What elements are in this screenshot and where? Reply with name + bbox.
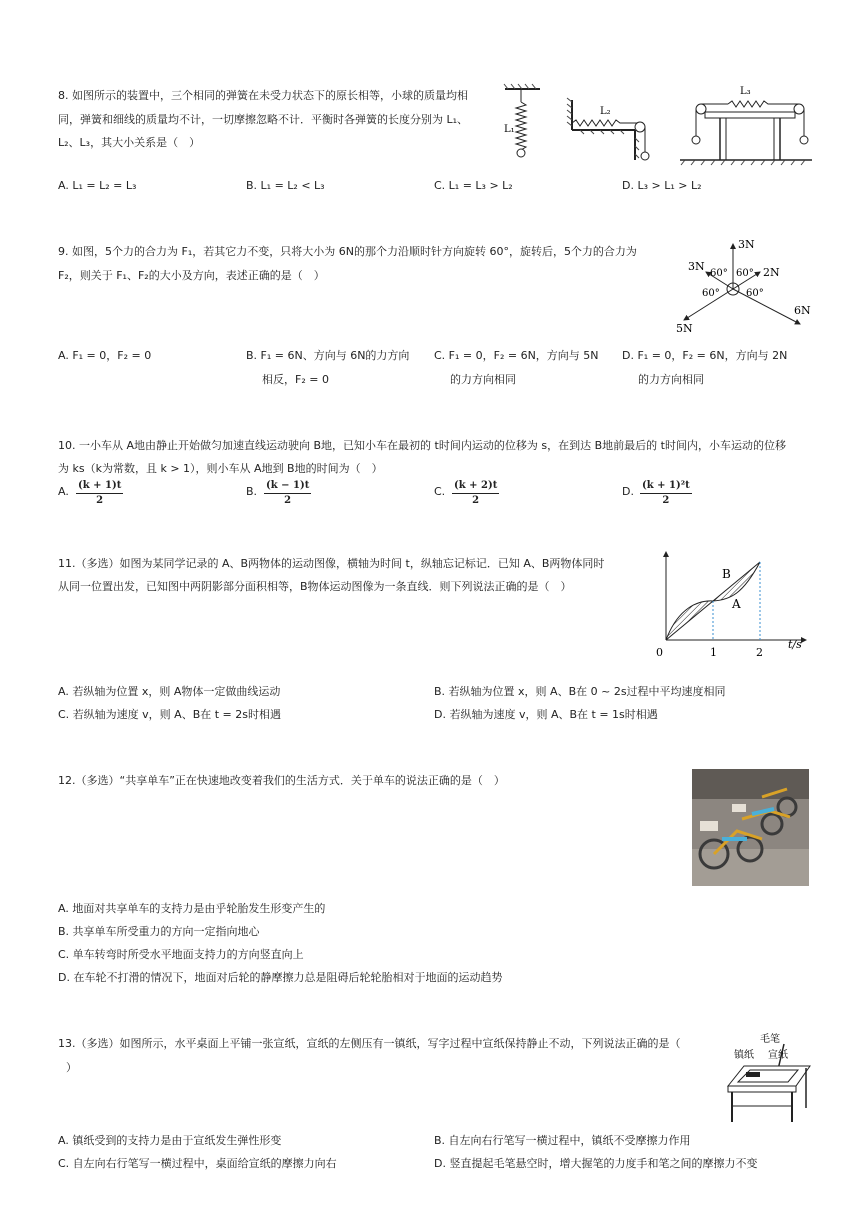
q11-text-line-2: 从同一位置出发，已知图中两阴影部分面积相等，B物体运动图像为一条直线．则下列说法正确的是（ ） bbox=[58, 580, 572, 593]
q13-option-b[interactable]: B. 自左向右行笔写一横过程中，镇纸不受摩擦力作用 bbox=[434, 1134, 691, 1147]
q11-tick-2: 2 bbox=[756, 646, 763, 659]
q11-motion-graph bbox=[648, 548, 808, 662]
q9-angle-1: 60° bbox=[710, 268, 728, 279]
q9-force-diagram bbox=[668, 232, 818, 336]
q10-option-d-denominator: 2 bbox=[662, 495, 670, 506]
q13-label-paper: 宣纸 bbox=[768, 1050, 788, 1061]
q11-origin-label: 0 bbox=[656, 646, 663, 659]
q8-text-line-1: 8. 如图所示的装置中，三个相同的弹簧在未受力状态下的原长相等，小球的质量均相 bbox=[58, 89, 468, 102]
q10-option-a-label[interactable]: A. bbox=[58, 485, 69, 498]
q9-option-a[interactable]: A. F₁ = 0，F₂ = 0 bbox=[58, 349, 152, 362]
q8-text-line-2: 同，弹簧和细线的质量均不计，一切摩擦忽略不计．平衡时各弹簧的长度分别为 L₁、 bbox=[58, 113, 469, 126]
q10-option-b-label[interactable]: B. bbox=[246, 485, 258, 498]
q13-option-c[interactable]: C. 自左向右行笔写一横过程中，桌面给宣纸的摩擦力向右 bbox=[58, 1157, 337, 1170]
q8-springs-figure bbox=[500, 80, 820, 170]
q10-option-a-denominator: 2 bbox=[96, 495, 104, 506]
q10-option-c-denominator: 2 bbox=[472, 495, 480, 506]
q10-option-d-label[interactable]: D. bbox=[622, 485, 634, 498]
q10-option-b-numerator: (k − 1)t bbox=[264, 479, 311, 494]
q13-option-d[interactable]: D. 竖直提起毛笔悬空时，增大握笔的力度手和笔之间的摩擦力不变 bbox=[434, 1157, 758, 1170]
q10-option-d-fraction[interactable] bbox=[640, 479, 692, 508]
q12-option-a[interactable]: A. 地面对共享单车的支持力是由乎轮胎发生形变产生的 bbox=[58, 902, 326, 915]
q11-text-line-1: 11.（多选）如图为某同学记录的 A、B两物体的运动图像，横轴为时间 t，纵轴忘记标记．已知 A、B两物体同时 bbox=[58, 557, 605, 570]
q10-option-b-fraction[interactable] bbox=[264, 479, 311, 508]
q9-label-2n: 2N bbox=[763, 266, 780, 279]
q8-option-a[interactable]: A. L₁ = L₂ = L₃ bbox=[58, 179, 137, 192]
q12-text-line-1: 12.（多选）“共享单车”正在快速地改变着我们的生活方式．关于单车的说法正确的是（ ） bbox=[58, 774, 505, 787]
q13-text-line-2: ） bbox=[66, 1061, 77, 1074]
q10-option-a-numerator: (k + 1)t bbox=[76, 479, 123, 494]
q10-option-d-numerator: (k + 1)²t bbox=[640, 479, 692, 494]
q9-option-d-line-1[interactable]: D. F₁ = 0，F₂ = 6N，方向与 2N bbox=[622, 349, 788, 362]
q11-axis-label: t/s bbox=[788, 638, 802, 651]
q13-label-brush: 毛笔 bbox=[760, 1034, 780, 1045]
q12-option-b[interactable]: B. 共享单车所受重力的方向一定指向地心 bbox=[58, 925, 260, 938]
q11-option-a[interactable]: A. 若纵轴为位置 x，则 A物体一定做曲线运动 bbox=[58, 685, 281, 698]
q9-option-b-line-1[interactable]: B. F₁ = 6N、方向与 6N的力方向 bbox=[246, 349, 410, 362]
q8-option-b[interactable]: B. L₁ = L₂ < L₃ bbox=[246, 179, 325, 192]
q8-text-line-3: L₂、L₃，其大小关系是（ ） bbox=[58, 136, 201, 149]
q9-angle-4: 60° bbox=[746, 288, 764, 299]
q10-text-line-2: 为 ks（k为常数，且 k > 1），则小车从 A地到 B地的时间为（ ） bbox=[58, 462, 383, 475]
q8-label-l3: L₃ bbox=[740, 86, 751, 97]
q8-label-l1: L₁ bbox=[504, 124, 515, 135]
q13-desk-figure bbox=[716, 1028, 812, 1126]
q9-label-3n-up: 3N bbox=[738, 238, 755, 251]
q12-option-c[interactable]: C. 单车转弯时所受水平地面支持力的方向竖直向上 bbox=[58, 948, 304, 961]
q13-text-line-1: 13.（多选）如图所示，水平桌面上平铺一张宣纸，宣纸的左侧压有一镇纸，写字过程中宣纸保持静止不动，下列说法正确的是（ bbox=[58, 1037, 681, 1050]
q9-label-3n-left: 3N bbox=[688, 260, 705, 273]
q12-shared-bike-photo bbox=[692, 769, 809, 886]
q10-option-c-label[interactable]: C. bbox=[434, 485, 446, 498]
q8-option-c[interactable]: C. L₁ = L₃ > L₂ bbox=[434, 179, 513, 192]
q9-label-6n: 6N bbox=[794, 304, 811, 317]
q11-tick-1: 1 bbox=[710, 646, 717, 659]
q9-angle-2: 60° bbox=[736, 268, 754, 279]
q10-option-c-fraction[interactable] bbox=[452, 479, 499, 508]
q10-option-c-numerator: (k + 2)t bbox=[452, 479, 499, 494]
q9-text-line-1: 9. 如图，5个力的合力为 F₁，若其它力不变，只将大小为 6N的那个力沿顺时针方向旋转 60°，旋转后，5个力的合力为 bbox=[58, 245, 637, 258]
q12-option-d[interactable]: D. 在车轮不打滑的情况下，地面对后轮的静摩擦力总是阻碍后轮轮胎相对于地面的运动趋势 bbox=[58, 971, 503, 984]
q9-option-d-line-2[interactable]: 的力方向相同 bbox=[638, 373, 704, 386]
q9-text-line-2: F₂，则关于 F₁、F₂的大小及方向，表述正确的是（ ） bbox=[58, 269, 325, 282]
q10-text-line-1: 10. 一小车从 A地由静止开始做匀加速直线运动驶向 B地，已知小车在最初的 t时间内运动的位移为 s，在到达 B地前最后的 t时间内，小车运动的位移 bbox=[58, 439, 786, 452]
q11-label-a: A bbox=[732, 597, 741, 611]
q9-angle-3: 60° bbox=[702, 288, 720, 299]
q11-option-b[interactable]: B. 若纵轴为位置 x，则 A、B在 0 ~ 2s过程中平均速度相同 bbox=[434, 685, 726, 698]
q8-label-l2: L₂ bbox=[600, 106, 611, 117]
q8-option-d[interactable]: D. L₃ > L₁ > L₂ bbox=[622, 179, 702, 192]
q9-option-c-line-1[interactable]: C. F₁ = 0，F₂ = 6N，方向与 5N bbox=[434, 349, 599, 362]
q10-option-a-fraction[interactable] bbox=[76, 479, 123, 508]
q13-option-a[interactable]: A. 镇纸受到的支持力是由于宣纸发生弹性形变 bbox=[58, 1134, 282, 1147]
q9-option-b-line-2[interactable]: 相反，F₂ = 0 bbox=[262, 373, 329, 386]
q9-label-5n: 5N bbox=[676, 322, 693, 335]
q13-label-weight: 镇纸 bbox=[734, 1050, 754, 1061]
q9-option-c-line-2[interactable]: 的力方向相同 bbox=[450, 373, 516, 386]
q11-label-b: B bbox=[722, 567, 731, 581]
q11-option-d[interactable]: D. 若纵轴为速度 v，则 A、B在 t = 1s时相遇 bbox=[434, 708, 658, 721]
q10-option-b-denominator: 2 bbox=[284, 495, 292, 506]
q11-option-c[interactable]: C. 若纵轴为速度 v，则 A、B在 t = 2s时相遇 bbox=[58, 708, 281, 721]
